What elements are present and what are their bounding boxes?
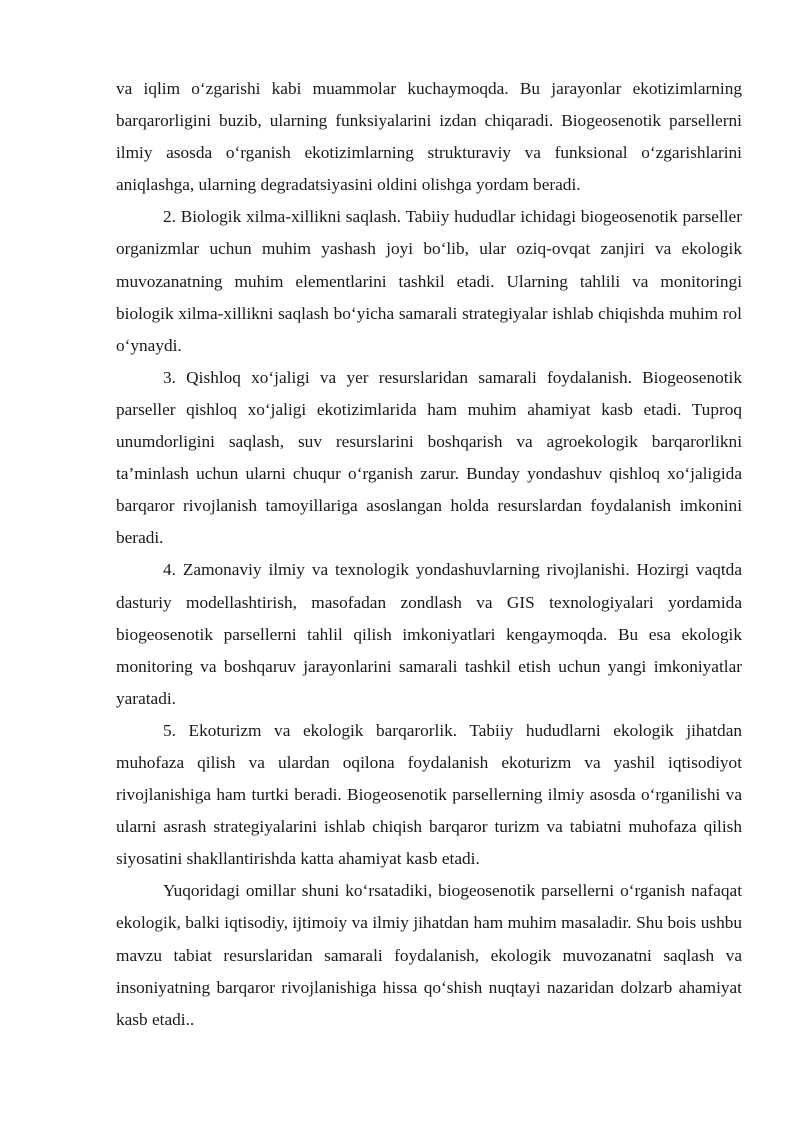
body-text — [116, 73, 742, 1036]
paragraph-agriculture: 3. Qishloq xo‘jaligi va yer resurslaridan samarali foydalanish. Biogeosenotik parseller qishloq xo‘jaligi ekotizimlarida ham muhim ahamiyat kasb etadi. Tuproq unumdorligini saqlash, suv resurslarini boshqarish va agroekologik barqarorlikni ta’minlash uchun ularni chuqur o‘rganish zarur. Bunday yondashuv qishloq xo‘jaligida barqaror rivojlanish tamoyillariga asoslangan holda resurslardan foydalanish imkonini beradi. — [116, 367, 742, 548]
paragraph-continuation: va iqlim o‘zgarishi kabi muammolar kuchaymoqda. Bu jarayonlar ekotizimlarning barqarorligini buzib, ularning funksiyalarini izdan chiqaradi. Biogeosenotik parsellerni ilmiy asosda o‘rganish ekotizimlarning strukturaviy va funksional o‘zgarishlarini aniqlashga, ularning degradatsiyasini oldini olishga yordam beradi. — [116, 79, 742, 195]
paragraph-technology: 4. Zamonaviy ilmiy va texnologik yondashuvlarning rivojlanishi. Hozirgi vaqtda dasturiy modellashtirish, masofadan zondlash va GIS texnologiyalari yordamida biogeosenotik parsellerni tahlil qilish imkoniyatlari kengaymoqda. Bu esa ekologik monitoring va boshqaruv jarayonlarini samarali tashkil etish uchun yangi imkoniyatlar yaratadi. — [116, 560, 742, 708]
paragraph-conclusion: Yuqoridagi omillar shuni ko‘rsatadiki, biogeosenotik parsellerni o‘rganish nafaqat ekologik, balki iqtisodiy, ijtimoiy va ilmiy jihatdan ham muhim masaladir. Shu bois ushbu mavzu tabiat resurslaridan samarali foydalanish, ekologik muvozanatni saqlash va insoniyatning barqaror rivojlanishiga hissa qo‘shish nuqtayi nazaridan dolzarb ahamiyat kasb etadi.. — [116, 881, 742, 1029]
paragraph-biodiversity: 2. Biologik xilma-xillikni saqlash. Tabiiy hududlar ichidagi biogeosenotik parseller organizmlar uchun muhim yashash joyi bo‘lib, ular oziq-ovqat zanjiri va ekologik muvozanatning muhim elementlarini tashkil etadi. Ularning tahlili va monitoringi biologik xilma-xillikni saqlash bo‘yicha samarali strategiyalar ishlab chiqishda muhim rol o‘ynaydi. — [116, 207, 742, 355]
paragraph-ecotourism: 5. Ekoturizm va ekologik barqarorlik. Tabiiy hududlarni ekologik jihatdan muhofaza qilish va ulardan oqilona foydalanish ekoturizm va yashil iqtisodiyot rivojlanishiga ham turtki beradi. Biogeosenotik parsellerning ilmiy asosda o‘rganilishi va ularni asrash strategiyalarini ishlab chiqish barqaror turizm va tabiatni muhofaza qilish siyosatini shakllantirishda katta ahamiyat kasb etadi. — [116, 720, 742, 869]
